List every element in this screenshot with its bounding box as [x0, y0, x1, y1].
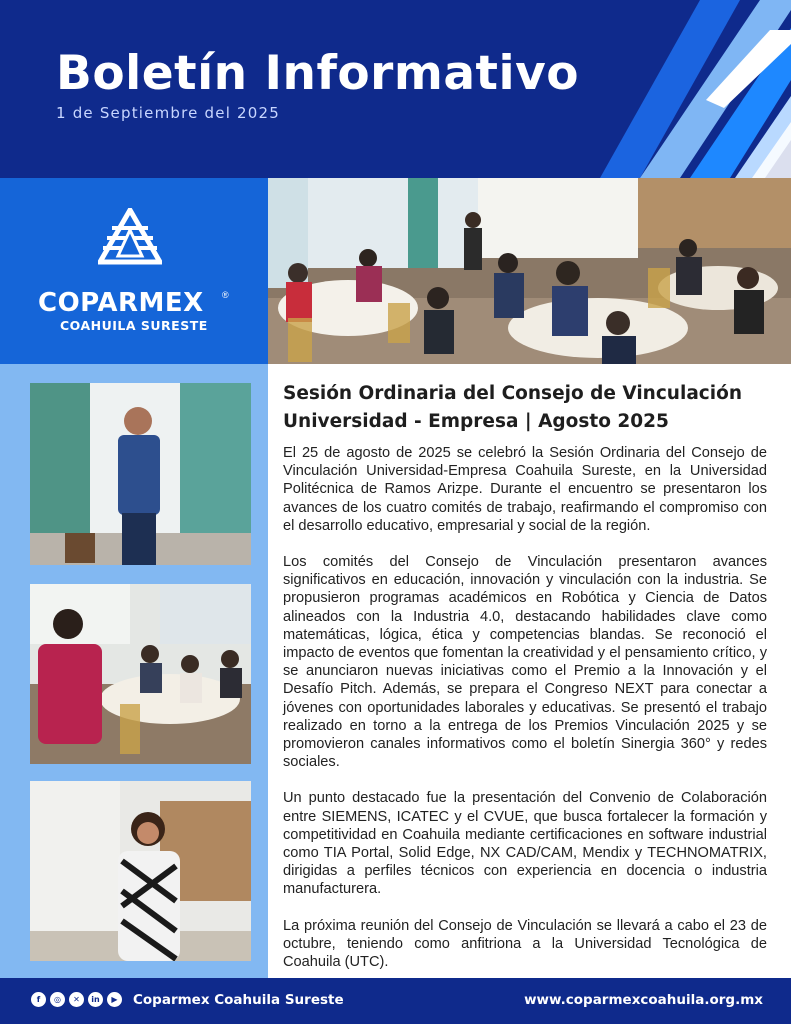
coparmex-logo-icon — [98, 208, 162, 266]
footer-website-link[interactable]: www.coparmexcoahuila.org.mx — [524, 992, 763, 1008]
instagram-icon[interactable]: ◎ — [50, 992, 65, 1007]
footer-organization-name: Coparmex Coahuila Sureste — [133, 992, 344, 1008]
logo-registered-mark: ® — [222, 290, 229, 300]
audience-photo — [30, 584, 251, 764]
logo-panel — [0, 178, 268, 364]
article-paragraph: Los comités del Consejo de Vinculación presentaron avances significativos en educación, innovación y vinculación con la industria. Se propusieron programas académicos en Robótica y Ciencia de Datos alineados con la Industria 4.0, destacando habilidades clave como matemáticas, lógica, ética y competencias blandas. Se reconoció el impacto de eventos que fomentan la creatividad y el pensamiento crítico, y se anunciaron nuevas iniciativas como el Premio a la Innovación y el Desafío Pitch. Además, se prepara el Congreso NEXT para conectar a jóvenes con oportunidades laborales y educativas. Se presentó el trabajo realizado en torno a la entrega de los Premios Vinculación 2025 y se promovieron canales informativos como el boletín Sinergia 360° y redes sociales. — [283, 554, 767, 771]
facebook-icon[interactable]: f — [31, 992, 46, 1007]
footer-bar — [0, 978, 791, 1024]
article-paragraph: Un punto destacado fue la presentación del Convenio de Colaboración entre SIEMENS, ICATEC y el CVUE, que busca fortalecer la formación y competitividad en Coahuila mediante certificaciones en software industrial como TIA Portal, Solid Edge, NX CAD/CAM, Mendix y TECHNOMATRIX, dirigidas a perfiles técnicos con experiencia en docencia o industria manufacturera. — [283, 790, 767, 898]
meeting-room-photo — [268, 178, 791, 364]
article-body — [283, 444, 767, 989]
youtube-icon[interactable]: ▶ — [107, 992, 122, 1007]
header-banner — [0, 0, 791, 178]
article-panel — [268, 364, 791, 978]
linkedin-icon[interactable]: in — [88, 992, 103, 1007]
logo-name: COPARMEX — [38, 288, 204, 318]
social-icons — [31, 992, 122, 1007]
logo-subtitle: COAHUILA SURESTE — [60, 318, 208, 333]
speaker-photo-1 — [30, 383, 251, 565]
speaker-photo-2 — [30, 781, 251, 961]
bulletin-title: Boletín Informativo — [56, 46, 580, 101]
article-paragraph: El 25 de agosto de 2025 se celebró la Sesión Ordinaria del Consejo de Vinculación Universidad-Empresa Coahuila Sureste, en la Universidad Politécnica de Ramos Arizpe. Durante el encuentro se presentaron los avances de los cuatro comités de trabajo, reafirmando el compromiso con el desarrollo educativo, empresarial y social de la región. — [283, 445, 767, 534]
photo-sidebar — [0, 364, 268, 978]
x-icon[interactable]: ✕ — [69, 992, 84, 1007]
article-paragraph: La próxima reunión del Consejo de Vinculación se llevará a cabo el 23 de octubre, teniendo como anfitriona a la Universidad Tecnológica de Coahuila (UTC). — [283, 917, 767, 971]
bulletin-date: 1 de Septiembre del 2025 — [56, 104, 281, 122]
article-title: Sesión Ordinaria del Consejo de Vinculación Universidad - Empresa | Agosto 2025 — [283, 383, 742, 432]
